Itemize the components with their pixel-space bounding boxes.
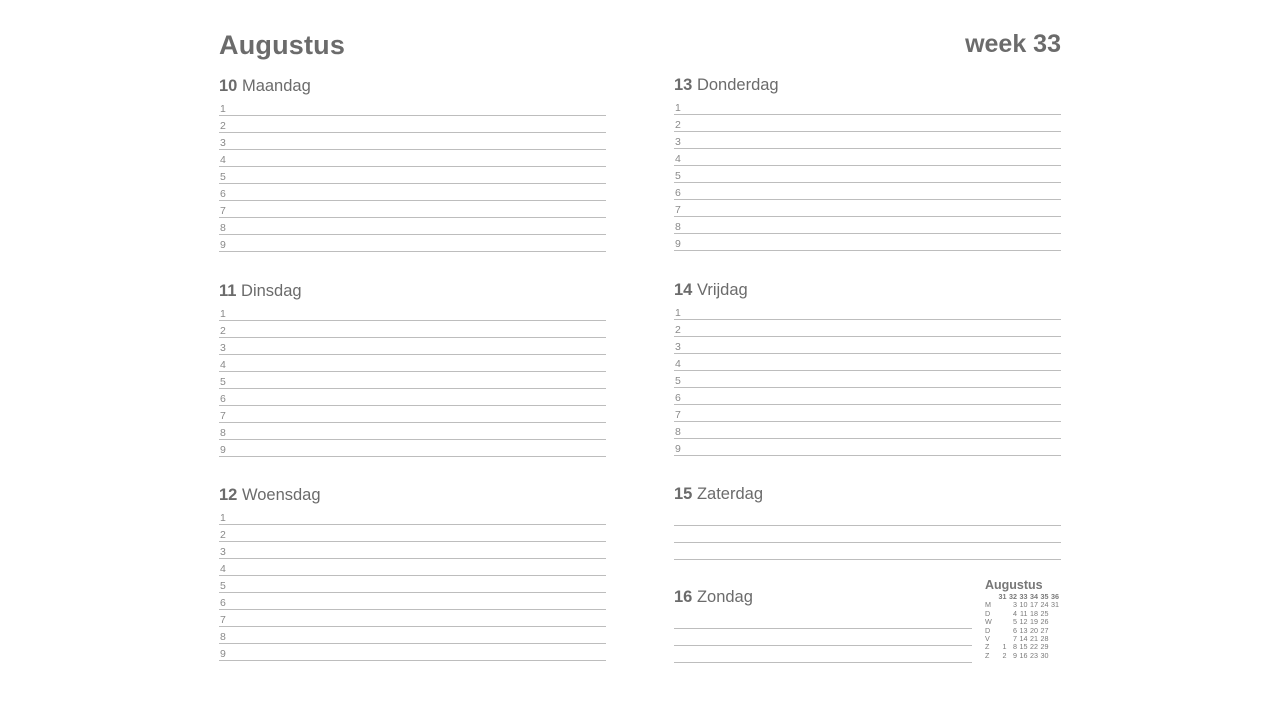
mini-calendar-date: 27: [1040, 625, 1049, 635]
writing-line: [219, 372, 606, 389]
writing-line: [674, 629, 972, 646]
writing-line: [219, 116, 606, 133]
writing-line: [219, 610, 606, 627]
writing-lines: [674, 509, 1061, 560]
line-number: 8: [220, 222, 226, 234]
mini-calendar-day-label: D: [985, 608, 991, 618]
writing-line: [219, 99, 606, 116]
line-number: 3: [220, 137, 226, 149]
writing-line: [674, 337, 1061, 354]
writing-line: [674, 439, 1061, 456]
line-number: 3: [675, 341, 681, 353]
day-title: [674, 483, 1061, 505]
writing-line: [219, 218, 606, 235]
mini-calendar-date: 7: [1013, 634, 1017, 644]
day-name: Vrijdag: [696, 281, 748, 299]
writing-line: [219, 167, 606, 184]
writing-line: [674, 646, 972, 663]
mini-calendar-date: 2: [1002, 650, 1007, 660]
mini-calendar-date: [996, 601, 1007, 609]
mini-calendar-date: 12: [1019, 617, 1028, 627]
line-number: 5: [675, 375, 681, 387]
day-block-tuesday: [219, 280, 606, 457]
mini-calendar-date: [996, 618, 1007, 626]
line-number: 5: [675, 170, 681, 182]
day-name: Donderdag: [696, 76, 779, 94]
mini-calendar-date: 3: [1013, 600, 1017, 610]
mini-calendar-date: 29: [1040, 642, 1049, 652]
mini-calendar-day-label: W: [985, 617, 992, 627]
day-number: 10: [219, 77, 238, 95]
writing-line: [219, 525, 606, 542]
mini-calendar-date: 17: [1030, 600, 1038, 610]
writing-line: [219, 235, 606, 252]
writing-line: [219, 508, 606, 525]
mini-calendar-date: [996, 627, 1007, 635]
line-number: 1: [675, 102, 681, 114]
line-number: 3: [220, 546, 226, 558]
mini-calendar-date: 10: [1019, 600, 1028, 610]
line-number: 8: [675, 426, 681, 438]
writing-line: [674, 526, 1061, 543]
mini-calendar-date: 15: [1019, 642, 1028, 652]
writing-lines: [674, 612, 972, 663]
writing-line: [219, 150, 606, 167]
line-number: 1: [675, 307, 681, 319]
writing-line: [219, 304, 606, 321]
day-name: Woensdag: [241, 486, 321, 504]
writing-line: [674, 303, 1061, 320]
mini-calendar-date: 18: [1030, 608, 1038, 618]
mini-calendar-day-label: Z: [985, 650, 990, 660]
line-number: 2: [220, 529, 226, 541]
mini-calendar-date: 24: [1040, 600, 1049, 610]
day-number: 14: [674, 281, 693, 299]
mini-calendar-day-label: D: [985, 625, 991, 635]
mini-calendar-date: 8: [1013, 642, 1017, 652]
mini-calendar-date: 31: [1051, 600, 1059, 610]
writing-line: [219, 133, 606, 150]
mini-calendar-date: 11: [1020, 608, 1028, 618]
mini-calendar-date: 26: [1040, 617, 1049, 627]
day-title: [674, 279, 1061, 301]
line-number: 1: [220, 512, 226, 524]
day-title: [219, 75, 606, 97]
mini-calendar-week-number: 34: [1030, 592, 1038, 601]
mini-calendar-date: 14: [1019, 634, 1028, 644]
day-title: [219, 484, 606, 506]
mini-calendar-date: 4: [1013, 608, 1017, 618]
line-number: 7: [675, 409, 681, 421]
line-number: 4: [675, 153, 681, 165]
writing-lines: [674, 303, 1061, 456]
mini-calendar-date: 16: [1019, 650, 1028, 660]
line-number: 4: [675, 358, 681, 370]
line-number: 1: [220, 103, 226, 115]
writing-line: [674, 354, 1061, 371]
day-block-saturday: [674, 483, 1061, 560]
writing-line: [219, 559, 606, 576]
writing-line: [219, 321, 606, 338]
line-number: 7: [220, 614, 226, 626]
writing-line: [674, 115, 1061, 132]
mini-calendar-date: 1: [1002, 642, 1007, 652]
writing-line: [219, 389, 606, 406]
line-number: 9: [220, 239, 226, 251]
mini-calendar-date: 21: [1030, 634, 1038, 644]
day-block-sunday: [674, 586, 972, 663]
writing-line: [674, 509, 1061, 526]
day-name: Maandag: [241, 77, 311, 95]
day-block-monday: [219, 75, 606, 252]
mini-calendar-grid: [985, 593, 1059, 660]
mini-calendar-day-label: V: [985, 634, 990, 644]
writing-line: [219, 184, 606, 201]
month-title: Augustus: [219, 30, 346, 60]
line-number: 4: [220, 359, 226, 371]
line-number: 2: [675, 119, 681, 131]
mini-calendar-date: 6: [1013, 625, 1017, 635]
writing-line: [219, 644, 606, 661]
writing-line: [674, 320, 1061, 337]
mini-calendar-day-label: M: [985, 600, 991, 610]
line-number: 2: [220, 120, 226, 132]
mini-calendar-date: [1049, 635, 1060, 643]
writing-line: [674, 612, 972, 629]
writing-line: [674, 166, 1061, 183]
line-number: 6: [220, 393, 226, 405]
day-name: Zondag: [696, 588, 753, 606]
line-number: 6: [220, 597, 226, 609]
mini-calendar-week-number: 32: [1009, 592, 1017, 601]
mini-calendar-date: 22: [1030, 642, 1038, 652]
writing-line: [674, 132, 1061, 149]
mini-calendar-date: [1049, 643, 1060, 651]
day-block-wednesday: [219, 484, 606, 661]
week-title: week 33: [965, 30, 1061, 58]
mini-calendar-day-label: Z: [985, 642, 990, 652]
line-number: 6: [675, 392, 681, 404]
line-number: 2: [675, 324, 681, 336]
day-name: Zaterdag: [696, 485, 763, 503]
writing-line: [674, 217, 1061, 234]
line-number: 8: [220, 631, 226, 643]
day-title: [219, 280, 606, 302]
mini-calendar-week-number: 36: [1051, 592, 1059, 601]
line-number: 7: [675, 204, 681, 216]
day-number: 13: [674, 76, 693, 94]
writing-line: [674, 183, 1061, 200]
writing-line: [219, 338, 606, 355]
writing-line: [674, 200, 1061, 217]
writing-lines: [219, 99, 606, 252]
line-number: 7: [220, 410, 226, 422]
line-number: 9: [675, 443, 681, 455]
mini-calendar-date: 30: [1040, 650, 1049, 660]
line-number: 1: [220, 308, 226, 320]
writing-lines: [219, 304, 606, 457]
line-number: 7: [220, 205, 226, 217]
day-block-friday: [674, 279, 1061, 456]
day-number: 11: [219, 282, 237, 300]
writing-line: [674, 98, 1061, 115]
writing-line: [674, 149, 1061, 166]
line-number: 3: [220, 342, 226, 354]
day-number: 15: [674, 485, 693, 503]
mini-calendar-date: 19: [1030, 617, 1038, 627]
day-block-thursday: [674, 74, 1061, 251]
writing-line: [219, 542, 606, 559]
writing-line: [219, 576, 606, 593]
line-number: 4: [220, 154, 226, 166]
writing-line: [219, 440, 606, 457]
mini-calendar-date: [1049, 652, 1060, 660]
mini-calendar-title: Augustus: [985, 578, 1043, 592]
mini-calendar-week-number: 33: [1019, 592, 1028, 601]
line-number: 4: [220, 563, 226, 575]
day-title: [674, 74, 1061, 96]
line-number: 8: [220, 427, 226, 439]
line-number: 9: [220, 444, 226, 456]
writing-lines: [219, 508, 606, 661]
mini-calendar-date: [996, 610, 1007, 618]
writing-line: [219, 423, 606, 440]
mini-calendar-date: [1049, 610, 1060, 618]
mini-calendar-date: 25: [1040, 608, 1049, 618]
line-number: 6: [675, 187, 681, 199]
mini-calendar-date: 13: [1019, 625, 1028, 635]
line-number: 6: [220, 188, 226, 200]
writing-line: [219, 406, 606, 423]
writing-line: [219, 593, 606, 610]
writing-line: [674, 371, 1061, 388]
line-number: 5: [220, 376, 226, 388]
mini-calendar: [985, 578, 1065, 660]
mini-calendar-date: 9: [1013, 650, 1017, 660]
day-number: 12: [219, 486, 238, 504]
writing-line: [219, 355, 606, 372]
line-number: 9: [220, 648, 226, 660]
mini-calendar-row: [985, 652, 1059, 660]
writing-lines: [674, 98, 1061, 251]
writing-line: [219, 627, 606, 644]
mini-calendar-week-number: 35: [1040, 592, 1049, 601]
mini-calendar-date: 20: [1030, 625, 1038, 635]
day-number: 16: [674, 588, 693, 606]
writing-line: [674, 543, 1061, 560]
writing-line: [674, 422, 1061, 439]
mini-calendar-week-number: 31: [998, 592, 1007, 601]
line-number: 3: [675, 136, 681, 148]
writing-line: [674, 405, 1061, 422]
line-number: 9: [675, 238, 681, 250]
mini-calendar-date: 5: [1013, 617, 1017, 627]
writing-line: [674, 388, 1061, 405]
day-title: [674, 586, 972, 608]
day-name: Dinsdag: [241, 282, 302, 300]
mini-calendar-date: [1049, 627, 1060, 635]
line-number: 8: [675, 221, 681, 233]
mini-calendar-date: 23: [1030, 650, 1038, 660]
writing-line: [219, 201, 606, 218]
line-number: 2: [220, 325, 226, 337]
mini-calendar-date: 28: [1040, 634, 1049, 644]
line-number: 5: [220, 171, 226, 183]
line-number: 5: [220, 580, 226, 592]
mini-calendar-date: [1049, 618, 1060, 626]
writing-line: [674, 234, 1061, 251]
